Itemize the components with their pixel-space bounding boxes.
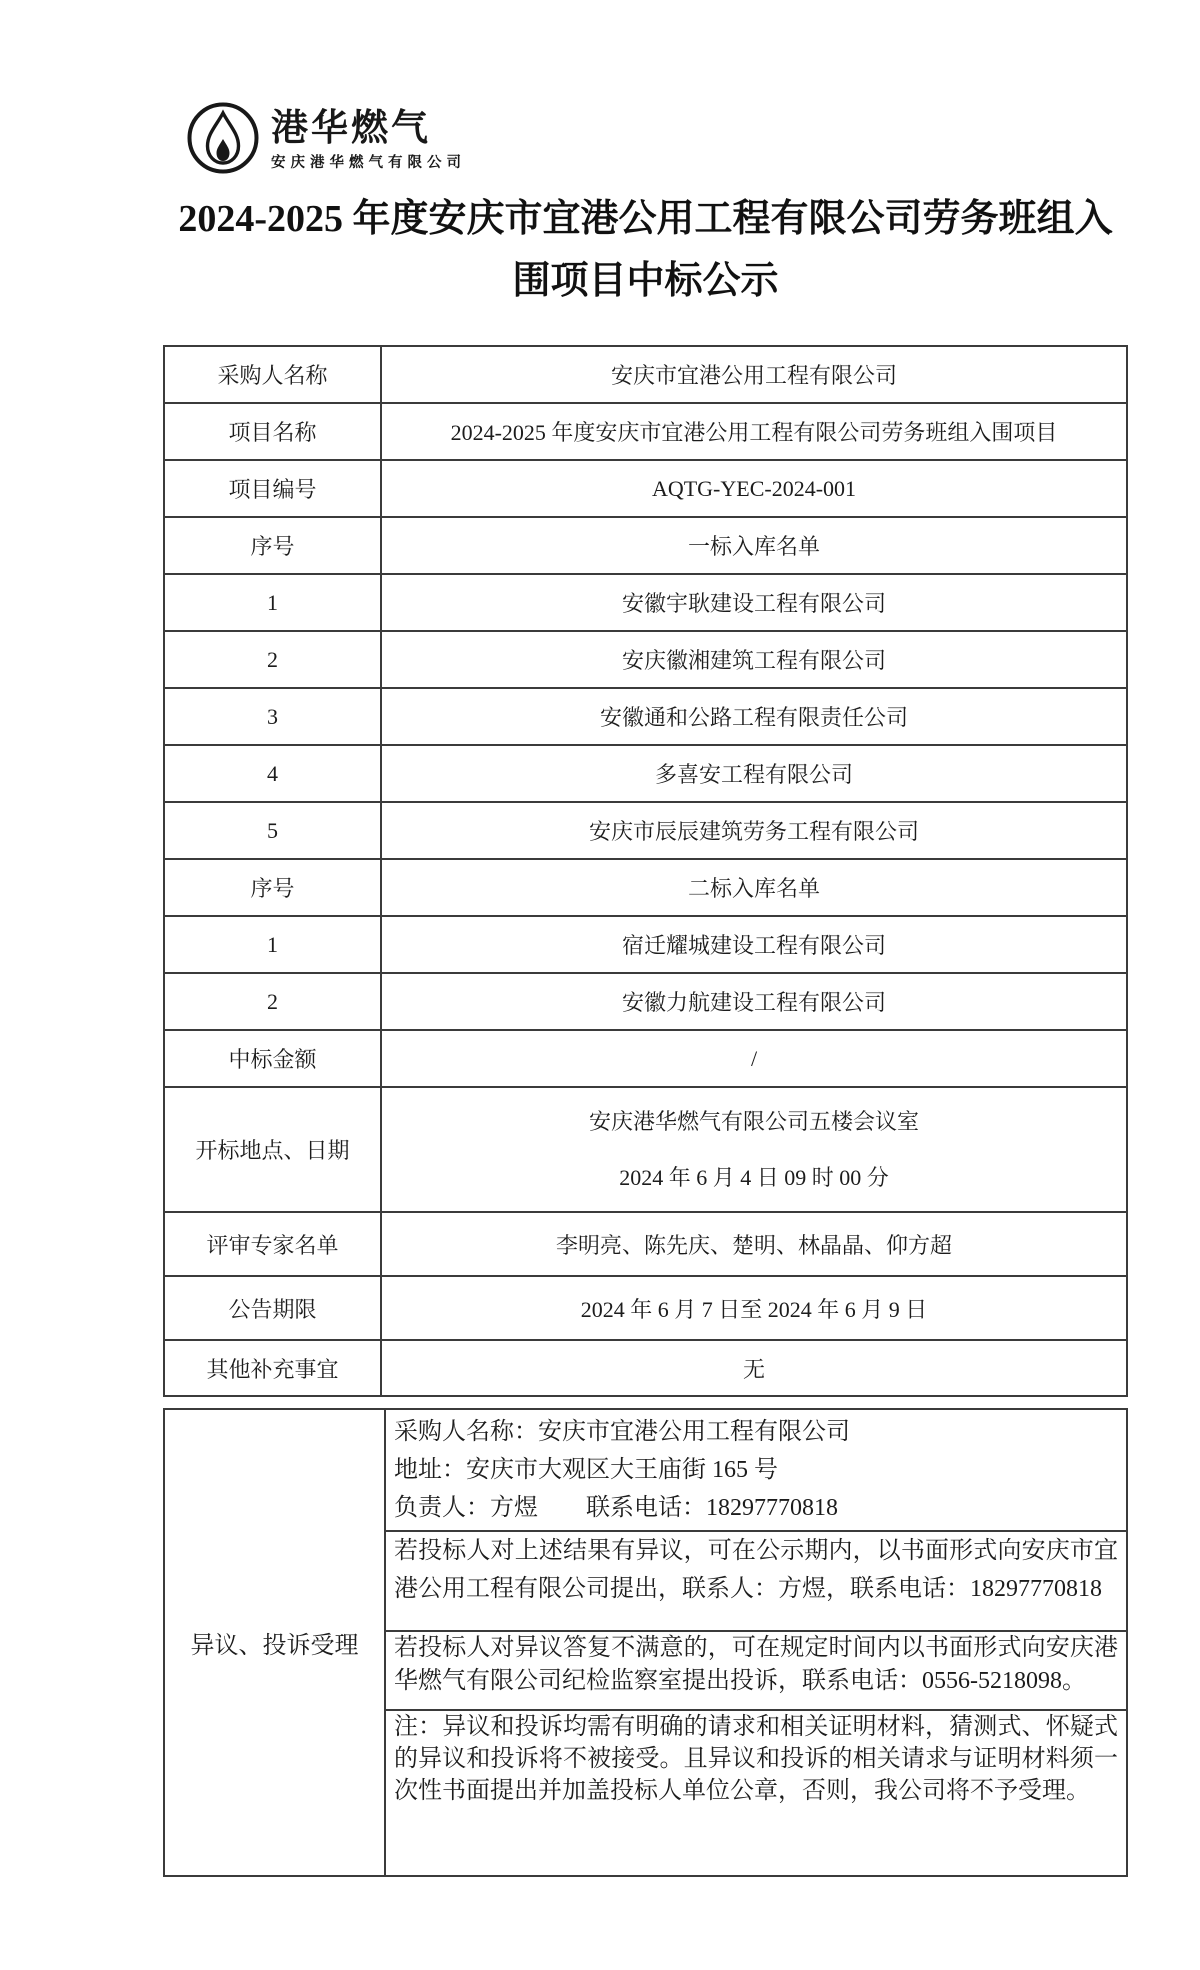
row-label: 1 xyxy=(164,574,381,631)
table-row-lot1-header xyxy=(164,517,1127,574)
contact-line-name: 采购人名称：安庆市宜港公用工程有限公司 xyxy=(394,1419,850,1445)
row-value: 安庆市辰辰建筑劳务工程有限公司 xyxy=(381,802,1127,859)
table-row-lot1-company-5 xyxy=(164,802,1127,859)
row-label: 其他补充事宜 xyxy=(164,1340,381,1396)
table-row-lot2-header xyxy=(164,859,1127,916)
objection-section-label: 异议、投诉受理 xyxy=(164,1409,385,1876)
row-value xyxy=(381,1087,1127,1212)
table-row-bid-amount xyxy=(164,1030,1127,1087)
row-value: 2024-2025 年度安庆市宜港公用工程有限公司劳务班组入围项目 xyxy=(381,403,1127,460)
row-label: 项目编号 xyxy=(164,460,381,517)
logo-brand-name: 港华燃气 xyxy=(271,107,431,148)
table-row-opening-place-date xyxy=(164,1087,1127,1212)
table-row-lot2-company-2 xyxy=(164,973,1127,1030)
table-row-project-name xyxy=(164,403,1127,460)
row-label: 2 xyxy=(164,973,381,1030)
row-value: 二标入库名单 xyxy=(381,859,1127,916)
contact-line-address: 地址：安庆市大观区大王庙街 165 号 xyxy=(394,1457,778,1483)
table-row-project-number xyxy=(164,460,1127,517)
opening-place: 安庆港华燃气有限公司五楼会议室 xyxy=(588,1108,919,1134)
row-value: 多喜安工程有限公司 xyxy=(381,745,1127,802)
document-title xyxy=(163,188,1128,312)
table-row-lot1-company-2 xyxy=(164,631,1127,688)
table-row-lot1-company-1 xyxy=(164,574,1127,631)
table-row-lot1-company-4 xyxy=(164,745,1127,802)
objection-procedure-text: 若投标人对上述结果有异议，可在公示期内，以书面形式向安庆市宜港公用工程有限公司提出，联系人：方煜，联系电话：18297770818 xyxy=(385,1531,1127,1631)
row-label: 序号 xyxy=(164,517,381,574)
row-value: 一标入库名单 xyxy=(381,517,1127,574)
row-label: 1 xyxy=(164,916,381,973)
row-value: 安庆徽湘建筑工程有限公司 xyxy=(381,631,1127,688)
company-logo xyxy=(185,100,466,176)
objection-row-contact xyxy=(164,1409,1127,1531)
row-label: 5 xyxy=(164,802,381,859)
table-row-purchaser xyxy=(164,346,1127,403)
table-row-other-matters xyxy=(164,1340,1127,1396)
row-label: 项目名称 xyxy=(164,403,381,460)
row-value: 李明亮、陈先庆、楚明、林晶晶、仰方超 xyxy=(381,1212,1127,1276)
table-row-experts xyxy=(164,1212,1127,1276)
row-value: 无 xyxy=(381,1340,1127,1396)
row-value: 安庆市宜港公用工程有限公司 xyxy=(381,346,1127,403)
row-label: 开标地点、日期 xyxy=(164,1087,381,1212)
table-row-announcement-period xyxy=(164,1276,1127,1340)
row-value: 安徽通和公路工程有限责任公司 xyxy=(381,688,1127,745)
logo-text-block xyxy=(271,100,466,172)
row-label: 序号 xyxy=(164,859,381,916)
contact-line-phone: 负责人：方煜 联系电话：18297770818 xyxy=(394,1495,838,1521)
document-title-line1: 2024-2025 年度安庆市宜港公用工程有限公司劳务班组入 xyxy=(178,198,1113,240)
row-label: 3 xyxy=(164,688,381,745)
row-label: 评审专家名单 xyxy=(164,1212,381,1276)
row-value: / xyxy=(381,1030,1127,1087)
row-value: 2024 年 6 月 7 日至 2024 年 6 月 9 日 xyxy=(381,1276,1127,1340)
opening-date: 2024 年 6 月 4 日 09 时 00 分 xyxy=(619,1164,889,1190)
table-row-lot2-company-1 xyxy=(164,916,1127,973)
row-label: 公告期限 xyxy=(164,1276,381,1340)
objection-complaint-table xyxy=(163,1408,1128,1877)
table-row-lot1-company-3 xyxy=(164,688,1127,745)
row-value: 安徽力航建设工程有限公司 xyxy=(381,973,1127,1030)
row-label: 中标金额 xyxy=(164,1030,381,1087)
row-value: AQTG-YEC-2024-001 xyxy=(381,460,1127,517)
row-label: 4 xyxy=(164,745,381,802)
row-value: 安徽宇耿建设工程有限公司 xyxy=(381,574,1127,631)
flame-in-circle-icon xyxy=(185,100,261,176)
purchaser-contact-cell xyxy=(385,1409,1127,1531)
logo-company-subtitle: 安庆港华燃气有限公司 xyxy=(271,155,466,171)
complaint-procedure-text: 若投标人对异议答复不满意的，可在规定时间内以书面形式向安庆港华燃气有限公司纪检监察室提出投诉，联系电话：0556-5218098。 xyxy=(385,1631,1127,1710)
document-title-line2: 围项目中标公示 xyxy=(512,260,779,302)
row-label: 2 xyxy=(164,631,381,688)
row-label: 采购人名称 xyxy=(164,346,381,403)
note-text: 注：异议和投诉均需有明确的请求和相关证明材料，猜测式、怀疑式的异议和投诉将不被接受。且异议和投诉的相关请求与证明材料须一次性书面提出并加盖投标人单位公章，否则，我公司将不予受理。 xyxy=(385,1710,1127,1876)
bid-info-table xyxy=(163,345,1128,1397)
row-value: 宿迁耀城建设工程有限公司 xyxy=(381,916,1127,973)
